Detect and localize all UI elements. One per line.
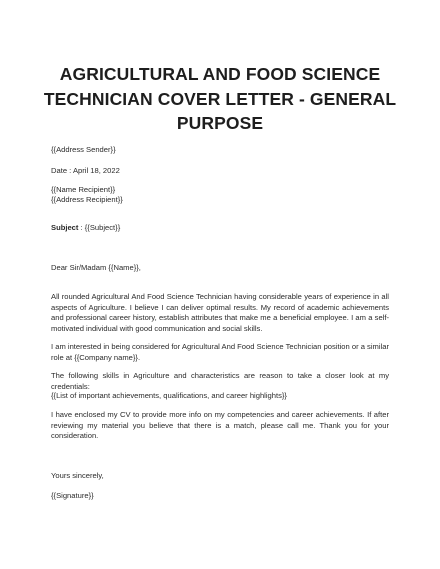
subject-line — [51, 223, 120, 233]
name-recipient: {{Name Recipient}} — [51, 185, 116, 194]
subject-label: Subject — [51, 223, 79, 232]
address-sender: {{Address Sender}} — [51, 145, 116, 154]
body-paragraph-enclosure: I have enclosed my CV to provide more info on my competencies and career achievements. If after reviewing my material you believe that there is a match, please call me. Thank you for your consideration. — [51, 410, 389, 441]
letter-date: Date : April 18, 2022 — [51, 166, 120, 175]
address-recipient: {{Address Recipient}} — [51, 195, 123, 204]
body-paragraph-intro: All rounded Agricultural And Food Science Technician having considerable years of experience in all aspects of Agriculture. I believe I can deliver optimal results. My record of academic achievements and professional career history, establish attributes that make me a beneficial employee. I am a self-motivated individual with good communication and social skills. — [51, 292, 389, 333]
body-paragraph-skills: The following skills in Agriculture and characteristics are reason to take a closer look at my credentials: — [51, 371, 389, 391]
body-paragraph-interest: I am interested in being considered for Agricultural And Food Science Technician position or a similar role at {{Company name}}. — [51, 342, 389, 362]
salutation: Dear Sir/Madam {{Name}}, — [51, 263, 141, 272]
body-paragraph-achievements: {{List of important achievements, qualifications, and career highlights}} — [51, 391, 287, 400]
subject-value: : {{Subject}} — [78, 223, 121, 232]
document-title: AGRICULTURAL AND FOOD SCIENCE TECHNICIAN COVER LETTER - GENERAL PURPOSE — [43, 64, 397, 133]
closing: Yours sincerely, — [51, 471, 104, 480]
signature: {{Signature}} — [51, 491, 94, 500]
